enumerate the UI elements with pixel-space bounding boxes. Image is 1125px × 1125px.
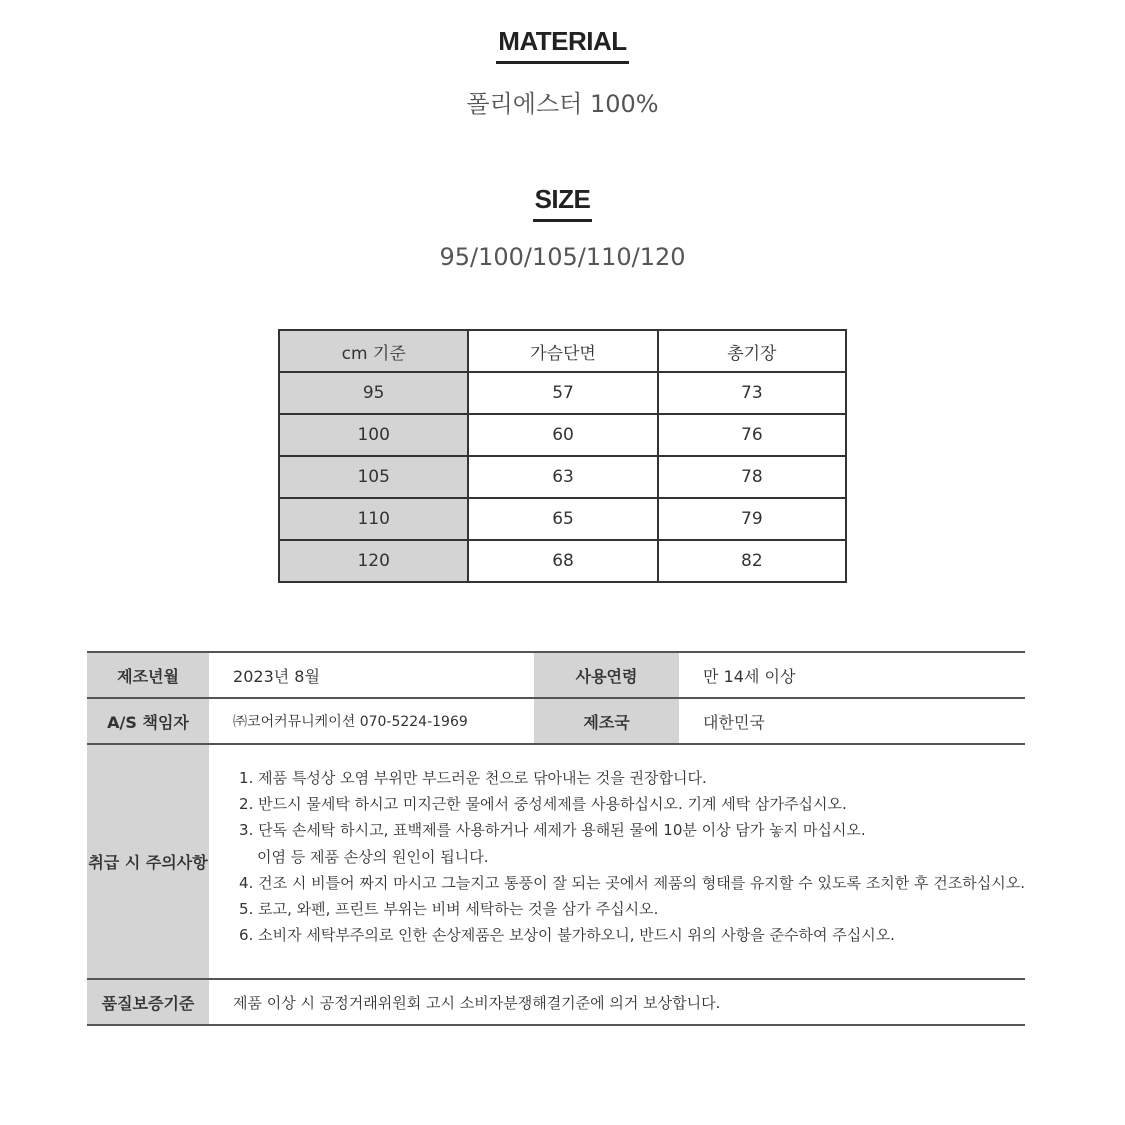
chest-cell: 57 (468, 372, 657, 414)
material-value: 폴리에스터 100% (466, 90, 659, 118)
age-value: 만 14세 이상 (679, 652, 1025, 698)
length-cell: 78 (658, 456, 846, 498)
list-item: 5. 로고, 와펜, 프린트 부위는 비벼 세탁하는 것을 삼가 주십시오. (239, 900, 659, 919)
material-heading-text: MATERIAL (496, 26, 628, 64)
info-row-manufacture (87, 652, 1025, 698)
table-row (279, 540, 846, 582)
info-row-as (87, 698, 1025, 744)
size-heading (0, 184, 1125, 222)
header-cell-length: 총기장 (658, 330, 846, 372)
length-cell: 79 (658, 498, 846, 540)
list-item: 4. 건조 시 비틀어 짜지 마시고 그늘지고 통풍이 잘 되는 곳에서 제품의 형태를 유지할 수 있도록 조치한 후 건조하십시오. (239, 873, 1025, 892)
chest-cell: 60 (468, 414, 657, 456)
care-instructions (209, 744, 1025, 979)
chest-cell: 63 (468, 456, 657, 498)
as-label: A/S 책임자 (87, 698, 209, 744)
header-cell-basis: cm 기준 (279, 330, 468, 372)
care-list (209, 745, 1025, 948)
size-table-header (279, 330, 846, 372)
chest-cell: 65 (468, 498, 657, 540)
country-value: 대한민국 (679, 698, 1025, 744)
length-cell: 73 (658, 372, 846, 414)
size-cell: 105 (279, 456, 468, 498)
as-value: ㈜코어커뮤니케이션 070-5224-1969 (209, 698, 534, 744)
length-cell: 82 (658, 540, 846, 582)
list-item: 1. 제품 특성상 오염 부위만 부드러운 천으로 닦아내는 것을 권장합니다. (239, 769, 707, 787)
list-item: 6. 소비자 세탁부주의로 인한 손상제품은 보상이 불가하오니, 반드시 위의 사항을 준수하여 주십시오. (239, 926, 895, 945)
size-value: 95/100/105/110/120 (439, 243, 686, 271)
info-row-care (87, 744, 1025, 979)
size-heading-text: SIZE (533, 184, 593, 222)
material-heading (0, 26, 1125, 64)
care-label: 취급 시 주의사항 (87, 744, 209, 979)
size-cell: 110 (279, 498, 468, 540)
length-cell: 76 (658, 414, 846, 456)
chest-cell: 68 (468, 540, 657, 582)
size-cell: 120 (279, 540, 468, 582)
product-info-table (87, 651, 1025, 1026)
table-row (279, 414, 846, 456)
list-item: 2. 반드시 물세탁 하시고 미지근한 물에서 중성세제를 사용하십시오. 기계 세탁 삼가주십시오. (239, 795, 847, 814)
manufacture-date-value: 2023년 8월 (209, 652, 534, 698)
size-cell: 95 (279, 372, 468, 414)
table-row (279, 456, 846, 498)
list-item: 3. 단독 손세탁 하시고, 표백제를 사용하거나 세제가 용해된 물에 10분 이상 담가 놓지 마십시오. (239, 821, 866, 840)
info-row-quality (87, 979, 1025, 1025)
quality-value: 제품 이상 시 공정거래위원회 고시 소비자분쟁해결기준에 의거 보상합니다. (209, 979, 1025, 1025)
table-row (279, 498, 846, 540)
size-table (278, 329, 847, 583)
table-row (279, 372, 846, 414)
country-label: 제조국 (534, 698, 679, 744)
manufacture-date-label: 제조년월 (87, 652, 209, 698)
header-cell-chest: 가슴단면 (468, 330, 657, 372)
quality-label: 품질보증기준 (87, 979, 209, 1025)
age-label: 사용연령 (534, 652, 679, 698)
list-item: 이염 등 제품 손상의 원인이 됩니다. (257, 847, 489, 866)
size-cell: 100 (279, 414, 468, 456)
